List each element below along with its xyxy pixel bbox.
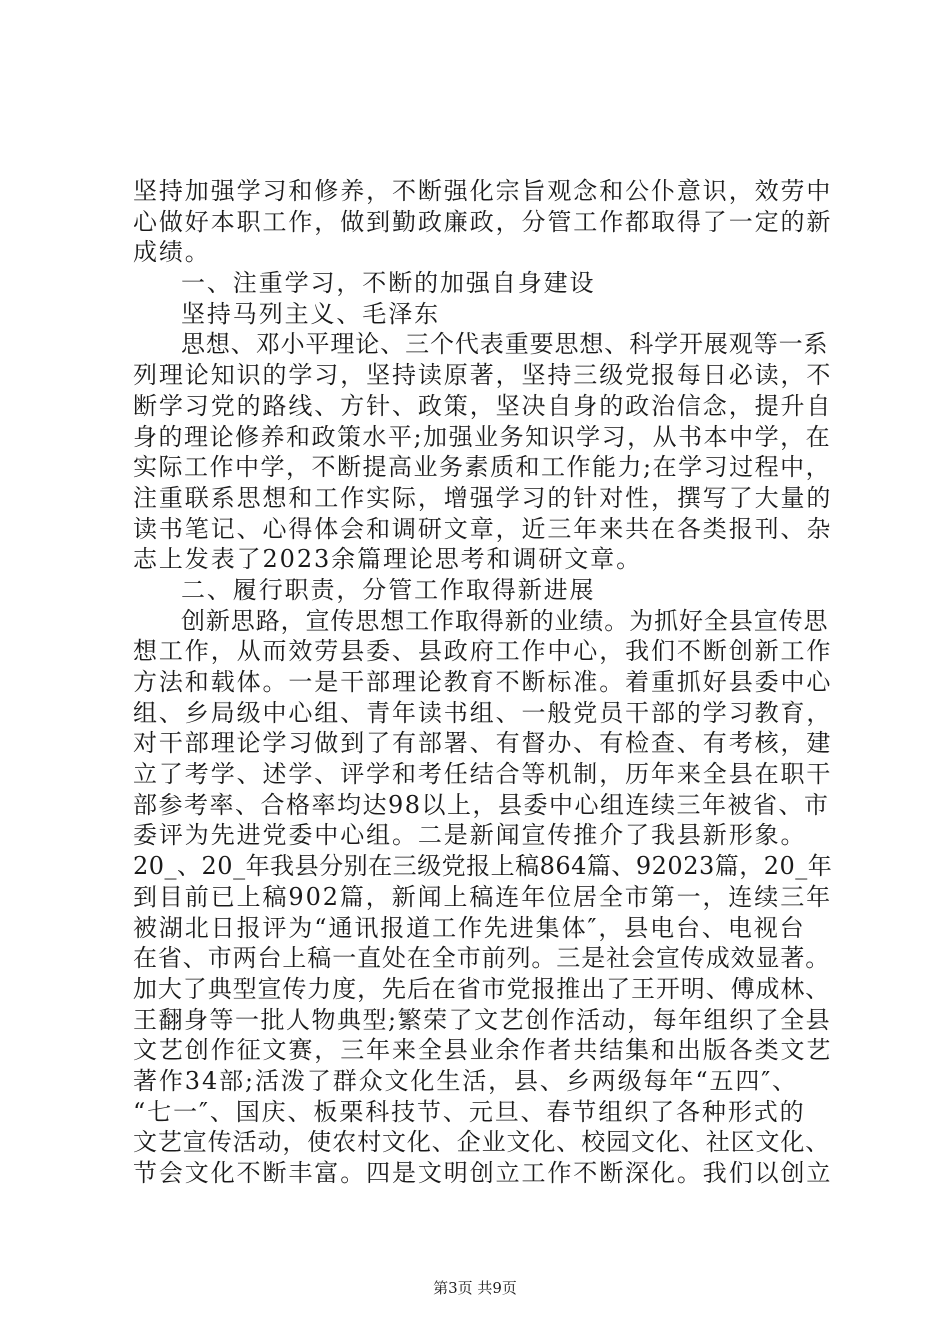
text-line: 列理论知识的学习，坚持读原著，坚持三级党报每日必读，不 [133,361,833,390]
text-line: 坚持马列主义、毛泽东 [181,299,440,328]
text-line: 加大了典型宣传力度，先后在省市党报推出了王开明、傅成林、 [133,974,831,1003]
text-line: 成绩。 [133,238,211,267]
page-footer [0,1278,950,1298]
text-line: 思想、邓小平理论、三个代表重要思想、科学开展观等一系 [181,330,829,359]
text-line: 坚持加强学习和修养，不断强化宗旨观念和公仆意识，效劳中 [133,177,833,205]
text-line: 文艺宣传活动，使农村文化、企业文化、校园文化、社区文化、 [133,1128,831,1157]
text-line: 被湖北日报评为“通讯报道工作先进集体″，县电台、电视台 [133,913,806,942]
text-line: 身的理论修养和政策水平;加强业务知识学习，从书本中学，在 [133,422,832,451]
text-line: 断学习党的路线、方针、政策，坚决自身的政治信念，提升自 [133,391,833,420]
text-line: 注重联系思想和工作实际，增强学习的针对性，撰写了大量的 [133,483,833,512]
text-line: 著作34部;活泼了群众文化生活，县、乡两级每年“五四″、 [133,1066,799,1095]
text-line: 委评为先进党委中心组。二是新闻宣传推介了我县新形象。 [133,821,807,850]
section-heading: 一、注重学习，不断的加强自身建设 [181,269,596,298]
page-number: 第3页 共9页 [433,1279,517,1297]
text-line: 志上发表了2023余篇理论思考和调研文章。 [133,545,642,574]
text-line: 到目前已上稿902篇，新闻上稿连年位居全市第一，连续三年 [133,882,833,911]
text-line: 想工作，从而效劳县委、县政府工作中心，我们不断创新工作 [133,637,833,666]
text-line: 实际工作中学，不断提高业务素质和工作能力;在学习过程中， [133,453,832,482]
text-line: 部参考率、合格率均达98以上，县委中心组连续三年被省、市 [133,790,830,819]
document-body [133,176,833,1189]
text-line: 组、乡局级中心组、青年读书组、一般党员干部的学习教育， [133,698,833,727]
text-line: 方法和载体。一是干部理论教育不断标准。着重抓好县委中心 [133,668,833,696]
text-line: 创新思路，宣传思想工作取得新的业绩。为抓好全县宣传思 [181,606,829,635]
text-line: “七一″、国庆、板栗科技节、元旦、春节组织了各种形式的 [133,1097,806,1126]
text-line: 在省、市两台上稿一直处在全市前列。三是社会宣传成效显著。 [133,944,831,973]
section-heading: 二、履行职责，分管工作取得新进展 [181,575,596,604]
text-line: 立了考学、述学、评学和考任结合等机制，历年来全县在职干 [133,760,833,789]
text-line: 王翻身等一批人物典型;繁荣了文艺创作活动，每年组织了全县 [133,1005,832,1034]
text-line: 文艺创作征文赛，三年来全县业余作者共结集和出版各类文艺 [133,1036,833,1065]
text-line: 20_、20_年我县分别在三级党报上稿864篇、92023篇，20_年 [133,852,833,881]
text-line: 心做好本职工作，做到勤政廉政，分管工作都取得了一定的新 [133,207,833,236]
text-line: 读书笔记、心得体会和调研文章，近三年来共在各类报刊、杂 [133,514,833,543]
text-line: 节会文化不断丰富。四是文明创立工作不断深化。我们以创立 [133,1159,833,1187]
text-line: 对干部理论学习做到了有部署、有督办、有检查、有考核，建 [133,729,833,758]
